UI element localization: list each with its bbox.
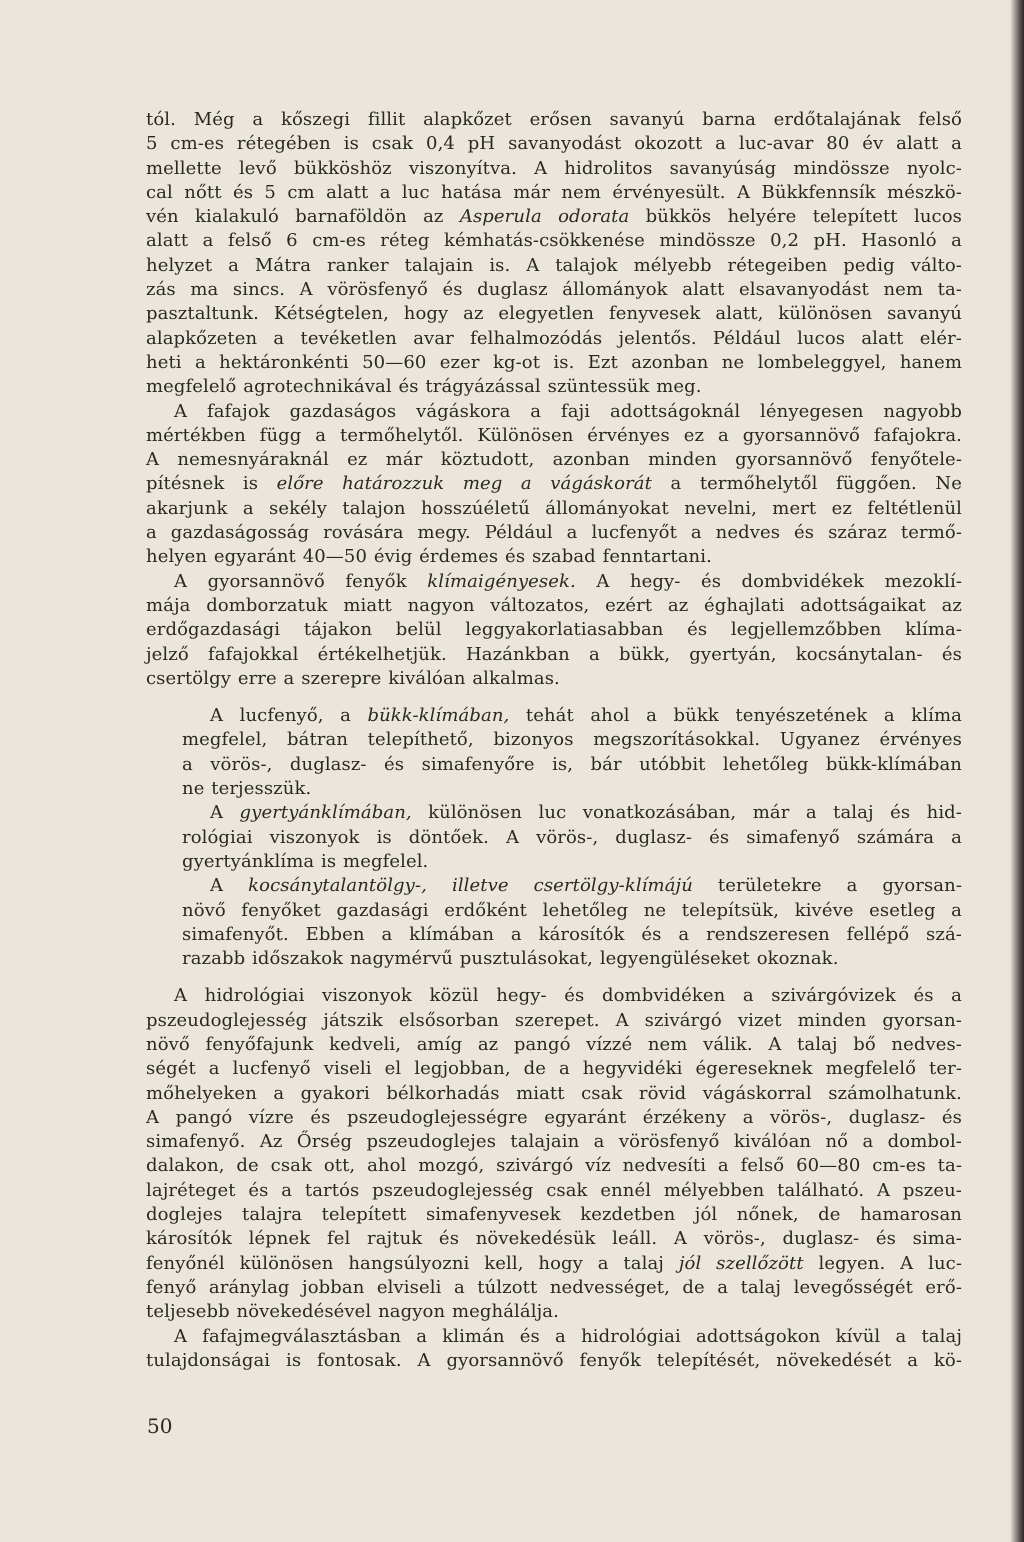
text-run: tehát ahol a bükk tenyészetének a klíma [509,705,962,727]
text-line: zás ma sincs. A vörösfenyő és duglasz állományok alatt elsavanyodást nem ta- [146,279,962,301]
italic-text: gyertyánklímában, [239,802,412,824]
text-line [146,205,962,229]
text-line: megfelel, bátran telepíthető, bizonyos megszorításokkal. Ugyanez érvényes [182,729,962,751]
text-line: 5 cm-es rétegében is csak 0,4 pH savanyodást okozott a luc-avar 80 év alatt a [146,133,962,155]
text-line: pszeudoglejesség játszik elsősorban szerepet. A szivárgó vizet minden gyorsan- [146,1009,962,1031]
text-line: doglejes talajra telepített simafenyvesek kezdetben jól nőnek, de hamarosan [146,1204,962,1226]
text-line: jelző fafajokkal értékelhetjük. Hazánkban a bükk, gyertyán, kocsánytalan- és [146,643,962,665]
text-line: razabb időszakok nagymérvű pusztulásokat, legyengüléseket okoznak. [182,948,839,970]
text-line: simafenyőt. Ebben a klímában a károsítók és a rendszeresen fellépő szá- [182,923,962,945]
text-line: a vörös-, duglasz- és simafenyőre is, bár utóbbit lehetőleg bükk-klímában [182,753,962,775]
text-run: vén kialakuló barnaföldön az [146,206,460,228]
text-line: ne terjesszük. [182,778,312,800]
text-run: a termőhelytől függően. Ne [651,473,962,495]
text-line: A pangó vízre és pszeudoglejességre egyaránt érzékeny a vörös-, duglasz- és [146,1106,962,1128]
text-line: mértékben függ a termőhelytől. Különösen érvényes ez a gyorsannövő fafajokra. [146,424,962,446]
italic-text: klímaigényesek. [427,570,576,592]
text-line: simafenyő. Az Őrség pszeudoglejes talajain a vörösfenyő kiválóan nő a dombol- [146,1131,962,1153]
text-line: A fafajmegválasztásban a klimán és a hidrológiai adottságokon kívül a talaj [174,1325,962,1347]
text-line: helyen egyaránt 40—50 évig érdemes és szabad fenntartani. [146,546,712,568]
italic-text: jól szellőzött [678,1252,804,1274]
text-line: növő fenyőfajunk kedveli, amíg az pangó vízzé nem válik. A talaj bő nedves- [146,1033,962,1055]
text-line [146,570,962,594]
text-line: alapkőzeten a tevéketlen avar felhalmozódás jelentős. Például lucos alatt elér- [146,327,962,349]
italic-text: előre határozzuk meg a vágáskorát [276,473,652,495]
text-run: A gyorsannövő fenyők [174,570,428,592]
text-run: A [210,802,240,824]
text-line: dalakon, de csak ott, ahol mozgó, szivárgó víz nedvesíti a felső 60—80 cm-es ta- [146,1155,962,1177]
text-line: tulajdonságai is fontosak. A gyorsannövő fenyők telepítését, növekedését a kö- [146,1349,962,1371]
text-line: mája domborzatuk miatt nagyon változatos, ezért az éghajlati adottságaikat az [146,594,962,616]
paragraph-gap [146,971,962,984]
text-line: gyertyánklíma is megfelel. [182,850,429,872]
text-run: pítésnek is [146,473,277,495]
text-run: A hegy- és dombvidékek mezoklí- [575,570,962,592]
text-line: csertölgy erre a szerepre kiválóan alkalmas. [146,667,560,689]
text-line [146,472,962,496]
text-run: A lucfenyő, a [210,705,368,727]
text-line: cal nőtt és 5 cm alatt a luc hatása már nem érvényesült. A Bükkfennsík mészkö- [146,181,962,203]
text-line [182,704,962,728]
text-run: A [210,875,249,897]
text-line [146,1252,962,1276]
text-run: fenyőnél különösen hangsúlyozni kell, hogy a talaj [146,1252,679,1274]
italic-text: bükk-klímában, [367,705,510,727]
text-line: erdőgazdasági tájakon belül leggyakorlatiasabban és legjellemzőbben klíma- [146,619,962,641]
body-text [146,108,962,1373]
text-run: legyen. A luc- [803,1252,963,1274]
text-run: bükkös helyére telepített lucos [629,206,962,228]
text-line: rológiai viszonyok is döntőek. A vörös-, duglasz- és simafenyő számára a [182,826,962,848]
text-line: heti a hektáronkénti 50—60 ezer kg-ot is. Ezt azonban ne lombeleggyel, hanem [146,351,962,373]
page-edge-shadow [1010,0,1024,1542]
text-line: megfelelő agrotechnikával és trágyázással szüntessük meg. [146,376,702,398]
text-line: mőhelyeken a gyakori bélkorhadás miatt csak rövid vágáskorral számolhatunk. [146,1082,962,1104]
italic-text: kocsánytalantölgy-, illetve csertölgy-klímájú [248,875,693,897]
paragraph-gap [146,691,962,704]
text-line: fenyő aránylag jobban elviseli a túlzott nedvességet, de a talaj levegősségét erő- [146,1276,962,1298]
text-line: A nemesnyáraknál ez már köztudott, azonban minden gyorsannövő fenyőtele- [146,449,962,471]
text-line: A hidrológiai viszonyok közül hegy- és dombvidéken a szivárgóvizek és a [174,985,962,1007]
text-line: a gazdaságosság rovására megy. Például a lucfenyőt a nedves és száraz termő- [146,522,962,544]
text-line: akarjunk a sekély talajon hosszúéletű állományokat nevelni, mert ez feltétlenül [146,497,962,519]
text-line: teljesebb növekedésével nagyon meghálálja. [146,1301,559,1323]
text-line: ségét a lucfenyő viseli el legjobban, de a hegyvidéki égereseknek megfelelő ter- [146,1058,962,1080]
italic-text: Asperula odorata [459,206,630,228]
text-line: károsítók lépnek fel rajtuk és növekedésük leáll. A vörös-, duglasz- és sima- [146,1228,962,1250]
text-line: helyzet a Mátra ranker talajain is. A talajok mélyebb rétegeiben pedig válto- [146,254,962,276]
text-line: tól. Még a kőszegi fillit alapkőzet erősen savanyú barna erdőtalajának felső [146,109,962,130]
text-line [182,874,962,898]
text-line: pasztaltunk. Kétségtelen, hogy az elegyetlen fenyvesek alatt, különösen savanyú [146,303,962,325]
text-line: A fafajok gazdaságos vágáskora a faji adottságoknál lényegesen nagyobb [174,400,962,422]
text-line [182,801,962,825]
text-run: területekre a gyorsan- [692,875,963,897]
text-line: alatt a felső 6 cm-es réteg kémhatás-csökkenése mindössze 0,2 pH. Hasonló a [146,230,962,252]
text-line: növő fenyőket gazdasági erdőként lehetőleg ne telepítsük, kivéve esetleg a [182,899,962,921]
text-line: mellette levő bükköshöz viszonyítva. A hidrolitos savanyúság mindössze nyolc- [146,157,962,179]
page-number: 50 [147,1414,173,1438]
text-line: lajréteget és a tartós pszeudoglejesség csak ennél mélyebben található. A pszeu- [146,1179,962,1201]
text-run: különösen luc vonatkozásában, már a talaj és hid- [411,802,962,824]
